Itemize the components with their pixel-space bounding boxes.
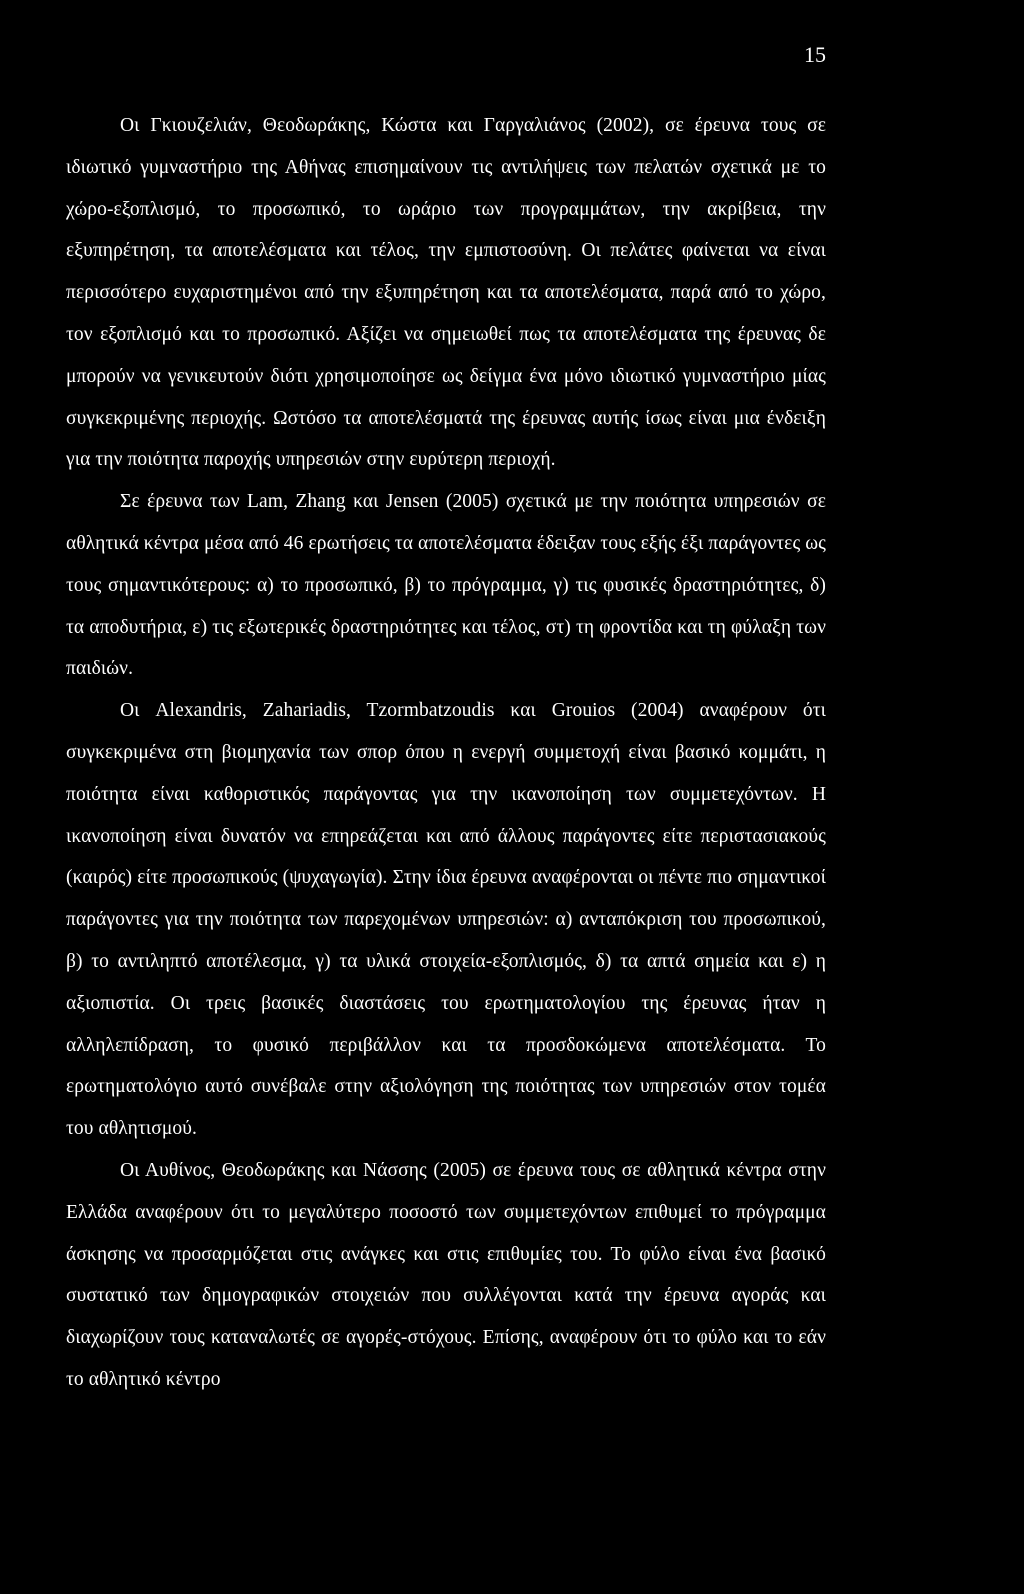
paragraph-2: Σε έρευνα των Lam, Zhang και Jensen (2005) σχετικά με την ποιότητα υπηρεσιών σε αθλητικά κέντρα μέσα από 46 ερωτήσεις τα αποτελέσματα έδειξαν τους εξής έξι παράγοντες ως τους σημαντικότερους: α) το προσωπικό, β) το πρόγραμμα, γ) τις φυσικές δραστηριότητες, δ) τα αποδυτήρια, ε) τις εξωτερικές δραστηριότητες και τέλος, στ) τη φροντίδα και τη φύλαξη των παιδιών. <box>66 491 826 680</box>
page-number: 15 <box>804 42 826 67</box>
document-body <box>66 105 826 1401</box>
paragraph-4: Οι Αυθίνος, Θεοδωράκης και Νάσσης (2005) σε έρευνα τους σε αθλητικά κέντρα στην Ελλάδα αναφέρουν ότι το μεγαλύτερο ποσοστό των συμμετεχόντων επιθυμεί το πρόγραμμα άσκησης να προσαρμόζεται στις ανάγκες και στις επιθυμίες του. Το φύλο είναι ένα βασικό συστατικό των δημογραφικών στοιχειών που συλλέγονται κατά την έρευνα αγοράς και διαχωρίζουν τους καταναλωτές σε αγορές-στόχους. Επίσης, αναφέρουν ότι το φύλο και το εάν το αθλητικό κέντρο <box>66 1159 826 1390</box>
paragraph-1: Οι Γκιουζελιάν, Θεοδωράκης, Κώστα και Γαργαλιάνος (2002), σε έρευνα τους σε ιδιωτικό γυμναστήριο της Αθήνας επισημαίνουν τις αντιλήψεις των πελατών σχετικά με το χώρο-εξοπλισμό, το προσωπικό, το ωράριο των προγραμμάτων, την ακρίβεια, την εξυπηρέτηση, τα αποτελέσματα και τέλος, την εμπιστοσύνη. Οι πελάτες φαίνεται να είναι περισσότερο ευχαριστημένοι από την εξυπηρέτηση και τα αποτελέσματα, παρά από το χώρο, τον εξοπλισμό και το προσωπικό. Αξίζει να σημειωθεί πως τα αποτελέσματα της έρευνας δε μπορούν να γενικευτούν διότι χρησιμοποίησε ως δείγμα ένα μόνο ιδιωτικό γυμναστήριο μίας συγκεκριμένης περιοχής. Ωστόσο τα αποτελέσματά της έρευνας αυτής ίσως είναι μια ένδειξη για την ποιότητα παροχής υπηρεσιών στην ευρύτερη περιοχή. <box>66 115 826 471</box>
paragraph-3: Οι Alexandris, Zahariadis, Tzormbatzoudis και Grouios (2004) αναφέρουν ότι συγκεκριμένα στη βιομηχανία των σπορ όπου η ενεργή συμμετοχή είναι βασικό κομμάτι, η ποιότητα είναι καθοριστικός παράγοντας για την ικανοποίηση των συμμετεχόντων. Η ικανοποίηση είναι δυνατόν να επηρεάζεται και από άλλους παράγοντες είτε περιστασιακούς (καιρός) είτε προσωπικούς (ψυχαγωγία). Στην ίδια έρευνα αναφέρονται οι πέντε πιο σημαντικοί παράγοντες για την ποιότητα των παρεχομένων υπηρεσιών: α) ανταπόκριση του προσωπικού, β) το αντιληπτό αποτέλεσμα, γ) τα υλικά στοιχεία-εξοπλισμός, δ) τα απτά σημεία και ε) η αξιοπιστία. Οι τρεις βασικές διαστάσεις του ερωτηματολογίου της έρευνας ήταν η αλληλεπίδραση, το φυσικό περιβάλλον και τα προσδοκώμενα αποτελέσματα. Το ερωτηματολόγιο αυτό συνέβαλε στην αξιολόγηση της ποιότητας των υπηρεσιών στον τομέα του αθλητισμού. <box>66 700 826 1140</box>
